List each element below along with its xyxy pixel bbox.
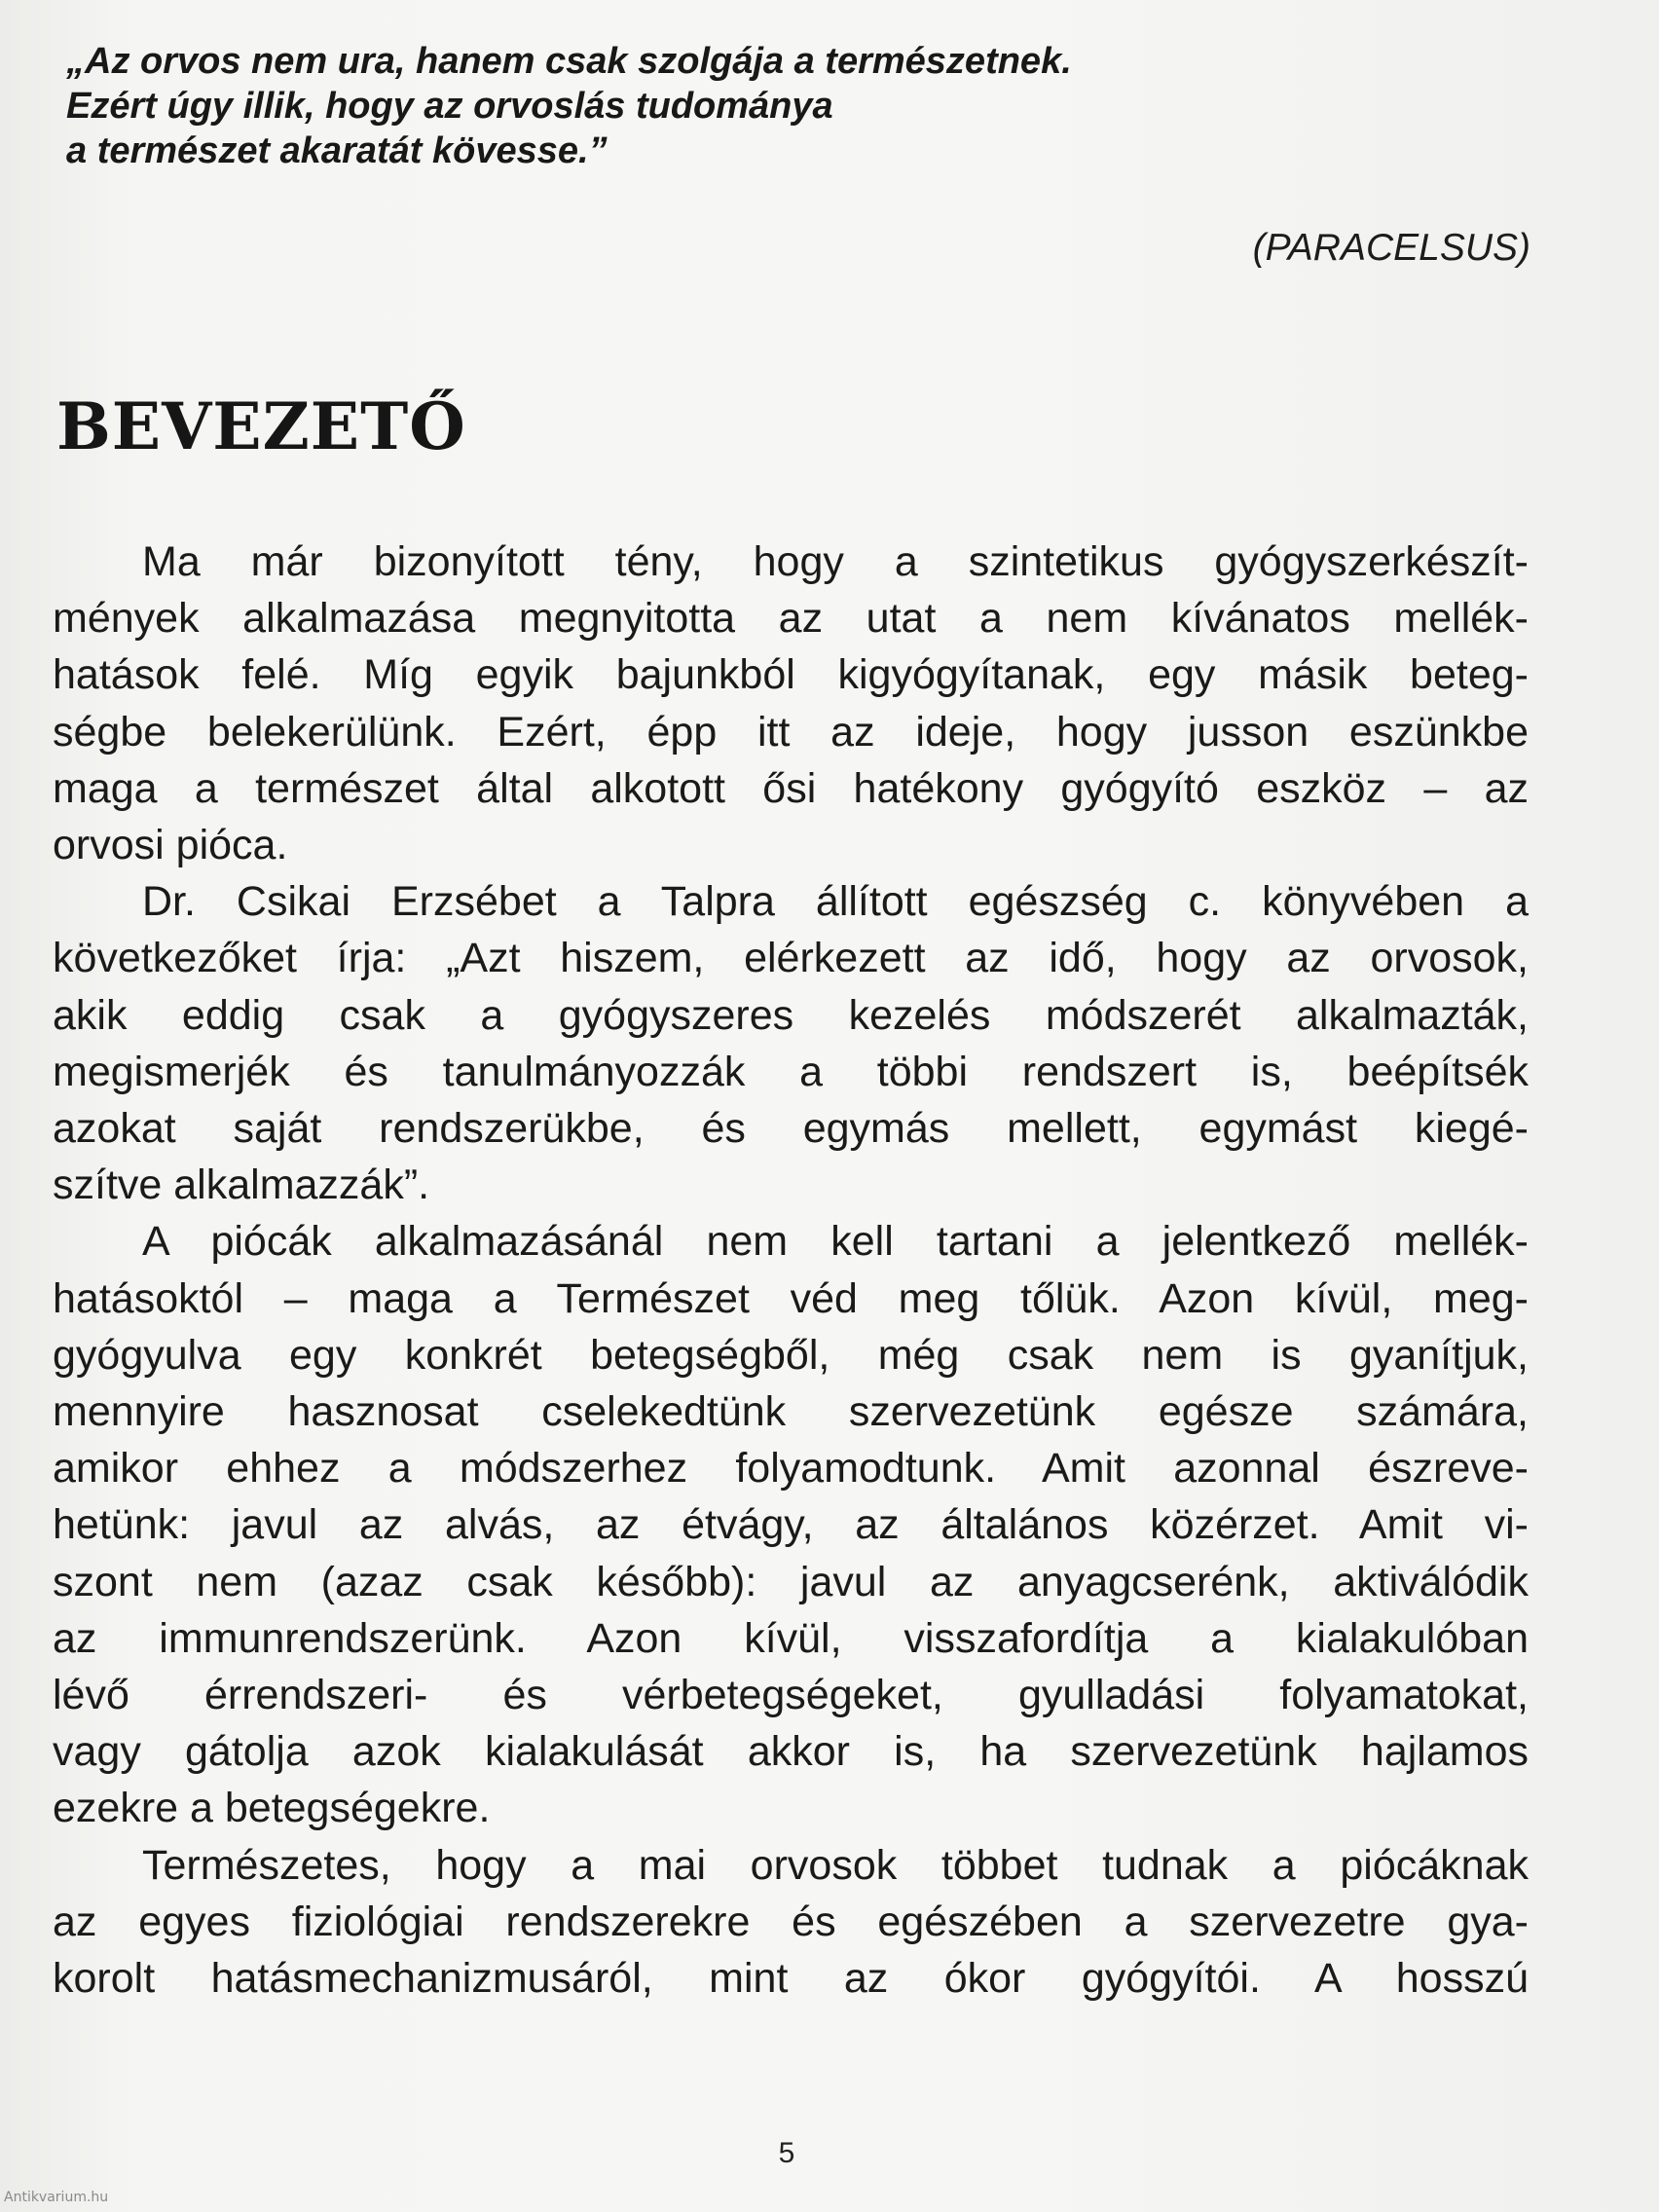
text-line: akik eddig csak a gyógyszeres kezelés módszerét alkalmazták, [53, 991, 1529, 1039]
body-text [53, 534, 1529, 2007]
text-line: megismerjék és tanulmányozzák a többi rendszert is, beépítsék [53, 1048, 1529, 1095]
text-line: orvosi pióca. [53, 822, 288, 869]
text-line: azokat saját rendszerükbe, és egymás mellett, egymást kiegé- [53, 1105, 1529, 1153]
text-line: korolt hatásmechanizmusáról, mint az ókor gyógyítói. A hosszú [53, 1955, 1529, 2003]
body-paragraph [53, 1837, 1529, 2008]
watermark: Antikvarium.hu [4, 2190, 109, 2205]
epigraph-line: „Az orvos nem ura, hanem csak szolgája a természetnek. [66, 41, 1072, 82]
text-line: Természetes, hogy a mai orvosok többet tudnak a piócáknak [142, 1841, 1529, 1889]
text-line: hatásoktól – maga a Természet véd meg tőlük. Azon kívül, meg- [53, 1274, 1529, 1322]
text-line: gyógyulva egy konkrét betegségből, még csak nem is gyanítjuk, [53, 1331, 1529, 1379]
page-number: 5 [778, 2137, 795, 2169]
text-line: maga a természet által alkotott ősi hatékony gyógyító eszköz – az [53, 764, 1529, 812]
text-line: vagy gátolja azok kialakulását akkor is, ha szervezetünk hajlamos [53, 1728, 1529, 1776]
epigraph-quote [66, 39, 1527, 173]
text-line: hetünk: javul az alvás, az étvágy, az általános közérzet. Amit vi- [53, 1501, 1529, 1549]
body-paragraph [53, 1213, 1529, 1836]
body-paragraph [53, 873, 1529, 1213]
text-line: Ma már bizonyított tény, hogy a szintetikus gyógyszerkészít- [142, 538, 1529, 585]
text-line: következőket írja: „Azt hiszem, elérkezett az idő, hogy az orvosok, [53, 935, 1529, 982]
text-line: szont nem (azaz csak később): javul az anyagcserénk, aktiválódik [53, 1558, 1529, 1605]
text-line: hatások felé. Míg egyik bajunkból kigyógyítanak, egy másik beteg- [53, 651, 1529, 699]
body-paragraph [53, 534, 1529, 873]
text-line: lévő érrendszeri- és vérbetegségeket, gyulladási folyamatokat, [53, 1672, 1529, 1719]
text-line: mennyire hasznosat cselekedtünk szervezetünk egésze számára, [53, 1388, 1529, 1436]
text-line: ségbe belekerülünk. Ezért, épp itt az ideje, hogy jusson eszünkbe [53, 708, 1529, 756]
text-line: Dr. Csikai Erzsébet a Talpra állított egészség c. könyvében a [142, 878, 1529, 926]
text-line: az egyes fiziológiai rendszerekre és egészében a szervezetre gya- [53, 1898, 1529, 1945]
text-line: az immunrendszerünk. Azon kívül, visszafordítja a kialakulóban [53, 1614, 1529, 1662]
text-line: szítve alkalmazzák”. [53, 1161, 430, 1209]
text-line: mények alkalmazása megnyitotta az utat a nem kívánatos mellék- [53, 595, 1529, 643]
epigraph-line: Ezért úgy illik, hogy az orvoslás tudománya [66, 86, 833, 127]
chapter-title: BEVEZETŐ [56, 388, 466, 464]
text-line: amikor ehhez a módszerhez folyamodtunk. Amit azonnal észreve- [53, 1445, 1529, 1493]
epigraph-line: a természet akaratát kövesse.” [66, 130, 608, 171]
text-line: A piócák alkalmazásánál nem kell tartani a jelentkező mellék- [142, 1218, 1529, 1266]
epigraph-attribution: (PARACELSUS) [1252, 227, 1530, 269]
text-line: ezekre a betegségekre. [53, 1785, 491, 1832]
